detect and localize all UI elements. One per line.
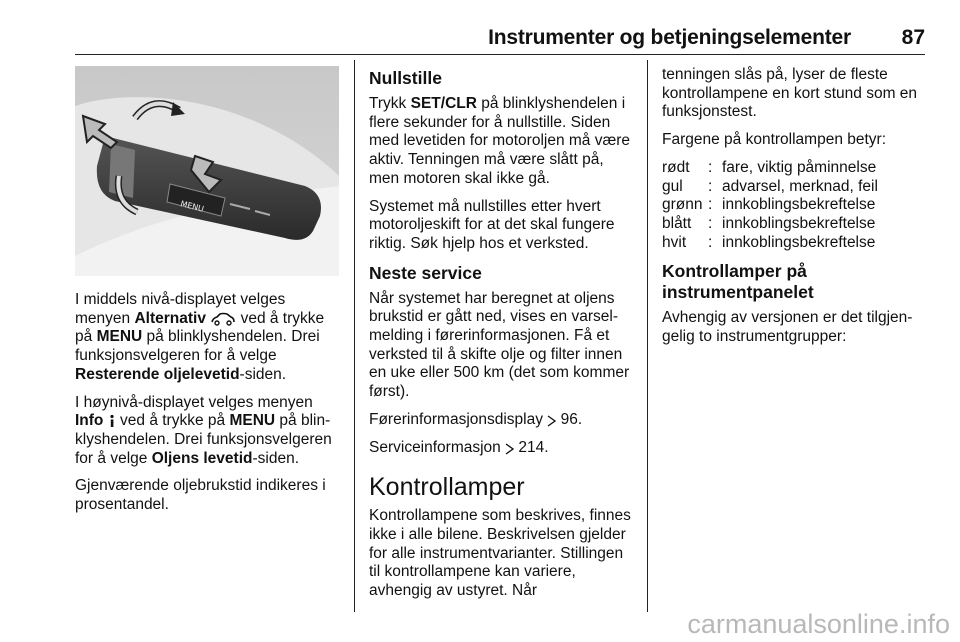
page-title: Instrumenter og betjeningselementer xyxy=(488,26,851,49)
turn-signal-lever-illustration xyxy=(75,66,339,276)
ref-driver-info-display: Førerinformasjonsdisplay 96. xyxy=(369,410,583,428)
page-header xyxy=(75,22,925,55)
car-icon xyxy=(210,312,236,326)
info-icon xyxy=(108,414,116,428)
page-number: 87 xyxy=(901,26,925,49)
menu-button-ref-2: MENU xyxy=(229,412,276,430)
paragraph-percentage: Gjenværende oljebrukstid indikeres i prosentandel. xyxy=(75,477,326,514)
lever-drawing xyxy=(75,66,339,276)
menu-alternativ: Alternativ xyxy=(134,309,206,327)
heading-kontrollamper: Kontrollamper xyxy=(369,473,525,502)
page-oljens-levetid: Oljens levetid xyxy=(151,449,253,467)
link-page-96[interactable]: 96. xyxy=(560,410,583,428)
paragraph-reset-note: Systemet må nullstilles etter hvert motoroljeskift for at det skal fungere riktig. Søk hjelp hos et verksted. xyxy=(369,197,615,252)
paragraph-high-display: I høynivå-displayet velges menyen Info ved å trykke på MENU på blinklyshendelen. Drei funksjonsvelgeren for å velge Oljens levetid-siden. xyxy=(75,393,332,467)
lever-menu-label: MENU xyxy=(179,199,205,214)
table-row: blått : innkoblingsbekreftelse xyxy=(662,214,876,232)
column-divider-2 xyxy=(647,60,648,612)
table-row: rødt : fare, viktig påminnelse xyxy=(662,158,877,176)
table-row: gul : advarsel, merknad, feil xyxy=(662,177,878,195)
column-3 xyxy=(662,66,932,356)
ref-service-info: Serviceinformasjon 214. xyxy=(369,438,549,456)
menu-info: Info xyxy=(75,412,104,430)
column-1 xyxy=(75,291,340,524)
paragraph-middle-display: I middels nivå-displayet velges menyen Alternativ ved å trykke på MENU på blinklyshendelen. Drei funksjonsvelgeren for å velge Resterende oljelevetid-siden. xyxy=(75,291,325,383)
paragraph-next-service: Når systemet har beregnet at oljens brukstid er gått ned, vises en varselmelding i førerinformasjonen. Få et verksted til å skifte olje og filter innen en uke eller 500 km (det som kommer først). xyxy=(369,289,630,401)
paragraph-control-lamps: Kontrollampene som beskrives, finnes ikke i alle bilene. Beskrivelsen gjelder for alle instrumentvarianter. Stillingen til kontrollampene kan variere, avhengig av ustyret. Når xyxy=(369,507,631,600)
set-clr-ref: SET/CLR xyxy=(410,95,477,112)
column-2 xyxy=(369,66,635,610)
page-resterende-oljelevetid: Resterende oljelevetid xyxy=(75,365,240,383)
menu-button-ref: MENU xyxy=(96,328,143,346)
column-divider-1 xyxy=(354,60,355,612)
page-ref-icon xyxy=(547,415,556,427)
table-row: grønn : innkoblingsbekreftelse xyxy=(662,196,876,214)
heading-neste-service: Neste service xyxy=(369,262,482,283)
lamp-color-table xyxy=(662,159,878,253)
page-ref-icon xyxy=(505,443,514,455)
link-page-214[interactable]: 214. xyxy=(518,438,549,456)
heading-nullstille: Nullstille xyxy=(369,68,442,88)
watermark: carmanualsonline.info xyxy=(687,609,950,639)
paragraph-colors-intro: Fargene på kontrollampen betyr: xyxy=(662,131,887,149)
paragraph-instrument-groups: Avhengig av versjonen er det tilgjengelig to instrumentgrupper: xyxy=(662,309,913,346)
paragraph-function-test: tenningen slås på, lyser de fleste kontrollampene en kort stund som en funksjonstest. xyxy=(662,66,918,121)
heading-instrument-panel: Kontrollamper på instrumentpanelet xyxy=(662,261,814,303)
table-row: hvit : innkoblingsbekreftelse xyxy=(662,233,876,251)
paragraph-reset: Trykk SET/CLR på blinklyshendelen i flere sekunder for å nullstille. Siden med levetiden for motoroljen må være aktiv. Tenningen må være slått på, men motoren skal ikke gå. xyxy=(369,95,631,187)
